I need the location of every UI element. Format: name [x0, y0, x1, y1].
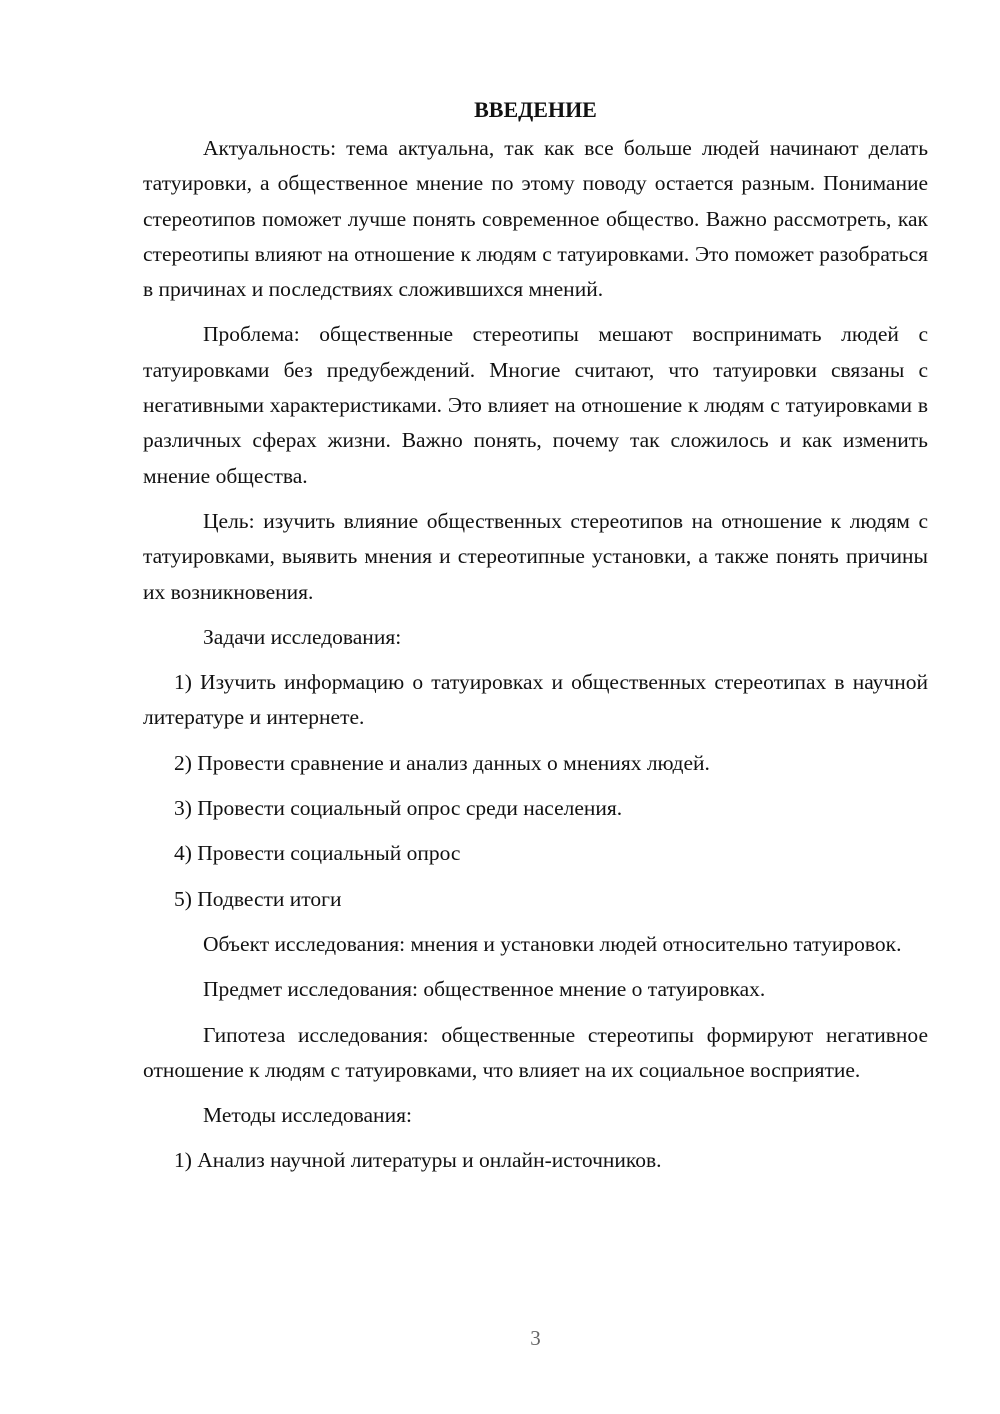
tasks-label: Задачи исследования:: [203, 624, 402, 649]
page-number: 3: [530, 1326, 541, 1350]
document-page: [143, 92, 928, 1189]
task-item-2: 2) Провести сравнение и анализ данных о мнениях людей.: [174, 750, 710, 775]
task-item-5: 5) Подвести итоги: [174, 886, 342, 911]
task-item-3: 3) Провести социальный опрос среди населения.: [174, 796, 623, 821]
methods-label: Методы исследования:: [203, 1103, 412, 1128]
task-item-1: 1) Изучить информацию о татуировках и общественных стереотипах в научной литературе и интернете.: [143, 670, 928, 730]
goal-paragraph: Цель: изучить влияние общественных стереотипов на отношение к людям с татуировками, выявить мнения и стереотипные установки, а также понять причины их возникновения.: [143, 508, 928, 604]
object-paragraph: Объект исследования: мнения и установки людей относительно татуировок.: [203, 931, 902, 956]
section-heading: ВВЕДЕНИЕ: [474, 97, 597, 122]
method-item-1: 1) Анализ научной литературы и онлайн-источников.: [174, 1148, 662, 1173]
subject-paragraph: Предмет исследования: общественное мнение о татуировках.: [203, 977, 766, 1002]
relevance-paragraph: Актуальность: тема актуальна, так как все больше людей начинают делать татуировки, а общественное мнение по этому поводу остается разным. Понимание стереотипов поможет лучше понять современное общество. Важно рассмотреть, как стереотипы влияют на отношение к людям с татуировками. Это поможет разобраться в причинах и последствиях сложившихся мнений.: [143, 136, 928, 302]
hypothesis-paragraph: Гипотеза исследования: общественные стереотипы формируют негативное отношение к людям с татуировками, что влияет на их социальное восприятие.: [143, 1022, 928, 1082]
problem-paragraph: Проблема: общественные стереотипы мешают воспринимать людей с татуировками без предубеждений. Многие считают, что татуировки связаны с негативными характеристиками. Это влияет на отношение к людям с татуировками в различных сферах жизни. Важно понять, почему так сложилось и как изменить мнение общества.: [143, 322, 928, 488]
task-item-4: 4) Провести социальный опрос: [174, 841, 461, 866]
